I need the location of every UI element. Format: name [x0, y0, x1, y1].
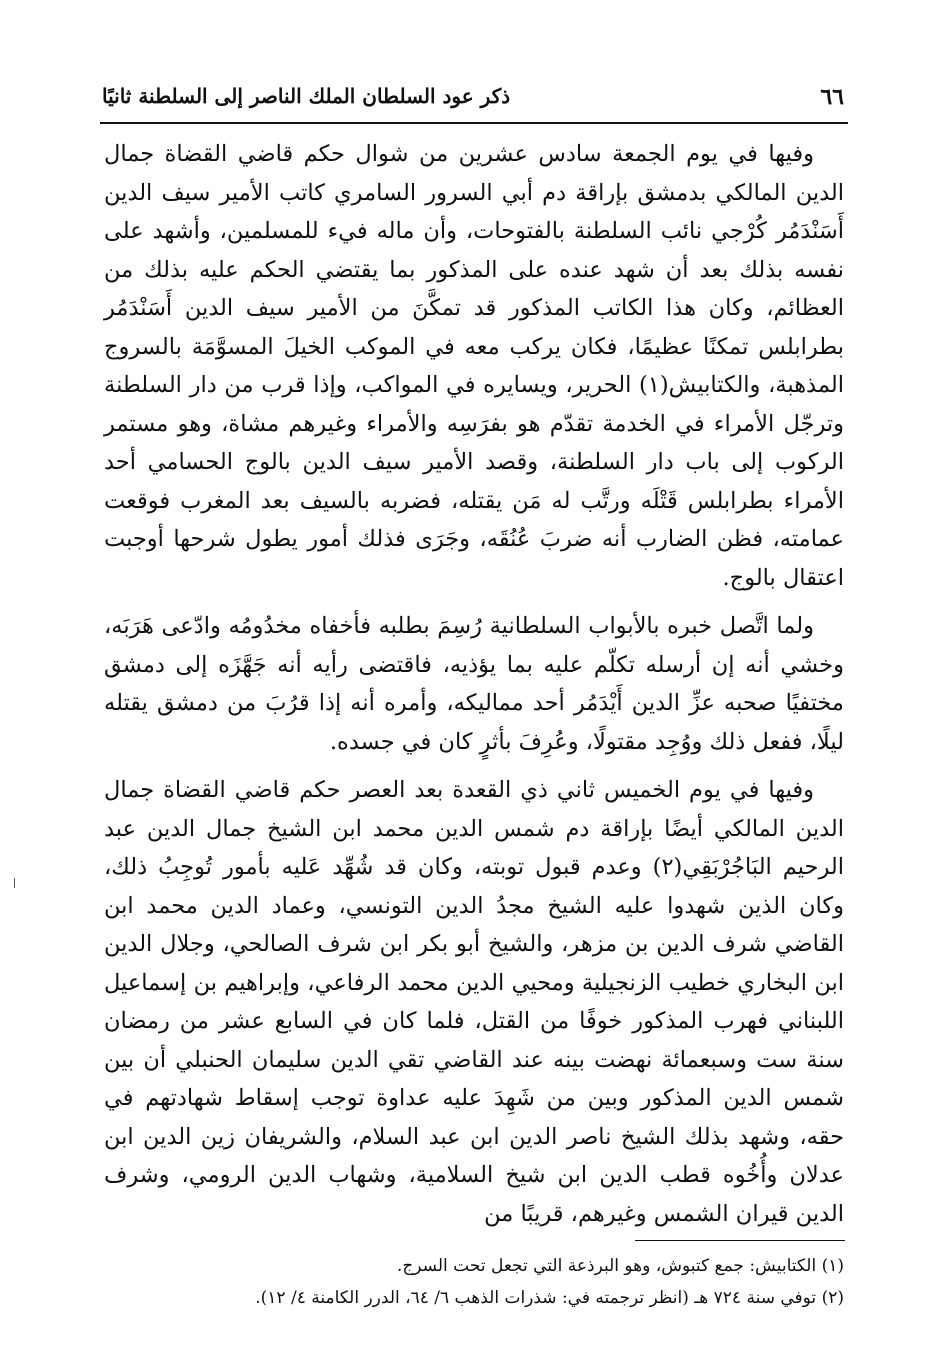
paragraph: ولما اتَّصل خبره بالأبواب السلطانية رُسِمَ بطلبه فأخفاه مخدُومُه وادّعى هَرَبَه، وخشي أنه إن أرسله تكلّم عليه بما يؤذيه، فاقتضى رأيه أنه جَهَّزَه إلى دمشق مختفيًا صحبه عزِّ الدين أَيْدَمُر أحد مماليكه، وأمره أنه إذا قرُبَ من دمشق يقتله ليلًا، ففعل ذلك ووُجِد مقتولًا، وعُرِفَ بأثرٍ كان في جسده.: [104, 613, 844, 755]
footnote-rule: [635, 1240, 845, 1241]
page-number: ٦٦: [820, 84, 844, 110]
header-rule: [100, 122, 848, 124]
footnotes: [104, 1250, 844, 1314]
footnote: (١) الكتابيش: جمع كتبوش، وهو البرذعة التي تجعل تحت السرج.: [396, 1256, 844, 1276]
page-header: [100, 78, 848, 120]
paragraph: وفيها في يوم الخميس ثاني ذي القعدة بعد العصر حكم قاضي القضاة جمال الدين المالكي أيضًا بإراقة دم شمس الدين محمد ابن الشيخ جمال الدين عبد الرحيم البَاجُرْبَقِي(٢) وعدم قبول توبته، وكان قد شُهِّد عَليه بأمور تُوجِبُ ذلك، وكان الذين شهدوا عليه الشيخ مجدُ الدين التونسي، وعماد الدين محمد ابن القاضي شرف الدين بن مزهر، والشيخ أبو بكر ابن شرف الصالحي، وجلال الدين ابن البخاري خطيب الزنجيلية ومحيي الدين محمد الرفاعي، وإبراهيم بن إسماعيل اللبناني فهرب المذكور خوفًا من القتل، فلما كان في السابع عشر من رمضان سنة ست وسبعمائة نهضت بينه عند القاضي تقي الدين سليمان الحنبلي أن بين شمس الدين المذكور وبين من شَهِدَ عليه عداوة توجب إسقاط شهادتهم في حقه، وشهد بذلك الشيخ ناصر الدين ابن عبد السلام، والشريفان زين الدين ابن عدلان وأُخُوه قطب الدين ابن شيخ السلامية، وشهاب الدين الرومي، وشرف الدين قيران الشمس وغيرهم، قريبًا من: [104, 777, 844, 1227]
paragraph: وفيها في يوم الجمعة سادس عشرين من شوال حكم قاضي القضاة جمال الدين المالكي بدمشق بإراقة دم أبي السرور السامري كاتب الأمير سيف الدين أَسَنْدَمُر كُرْجي نائب السلطنة بالفتوحات، وأن ماله فيء للمسلمين، وأشهد على نفسه بذلك بعد أن شهد عنده على المذكور بما يقتضي الحكم عليه بذلك من العظائم، وكان هذا الكاتب المذكور قد تمكَّنَ من الأمير سيف الدين أَسَنْدَمُر بطرابلس تمكنًا عظيمًا، فكان يركب معه في الموكب الخيلَ المسوَّمَة بالسروج المذهبة، والكتابيش(١) الحرير، ويسايره في المواكب، وإذا قرب من دار السلطنة وترجّل الأمراء في الخدمة تقدّم هو بفرَسِه والأمراء وغيرهم مشاة، وهو مستمر الركوب إلى باب دار السلطنة، وقصد الأمير سيف الدين بالوج الحسامي أحد الأمراء بطرابلس قَتْلَه ورتَّب له مَن يقتله، فضربه بالسيف بعد المغرب فوقعت عمامته، فظن الضارب أنه ضربَ عُنُقَه، وجَرَى فذلك أمور يطول شرحها أوجبت اعتقال بالوج.: [104, 141, 844, 591]
footnote: (٢) توفي سنة ٧٢٤ هـ (انظر ترجمته في: شذرات الذهب ٦/ ٦٤، الدرر الكامنة ٤/ ١٢).: [255, 1288, 844, 1308]
main-text: [104, 135, 844, 1243]
running-title: ذكر عود السلطان الملك الناصر إلى السلطنة ثانيًا: [102, 84, 511, 108]
margin-mark: [14, 878, 15, 888]
